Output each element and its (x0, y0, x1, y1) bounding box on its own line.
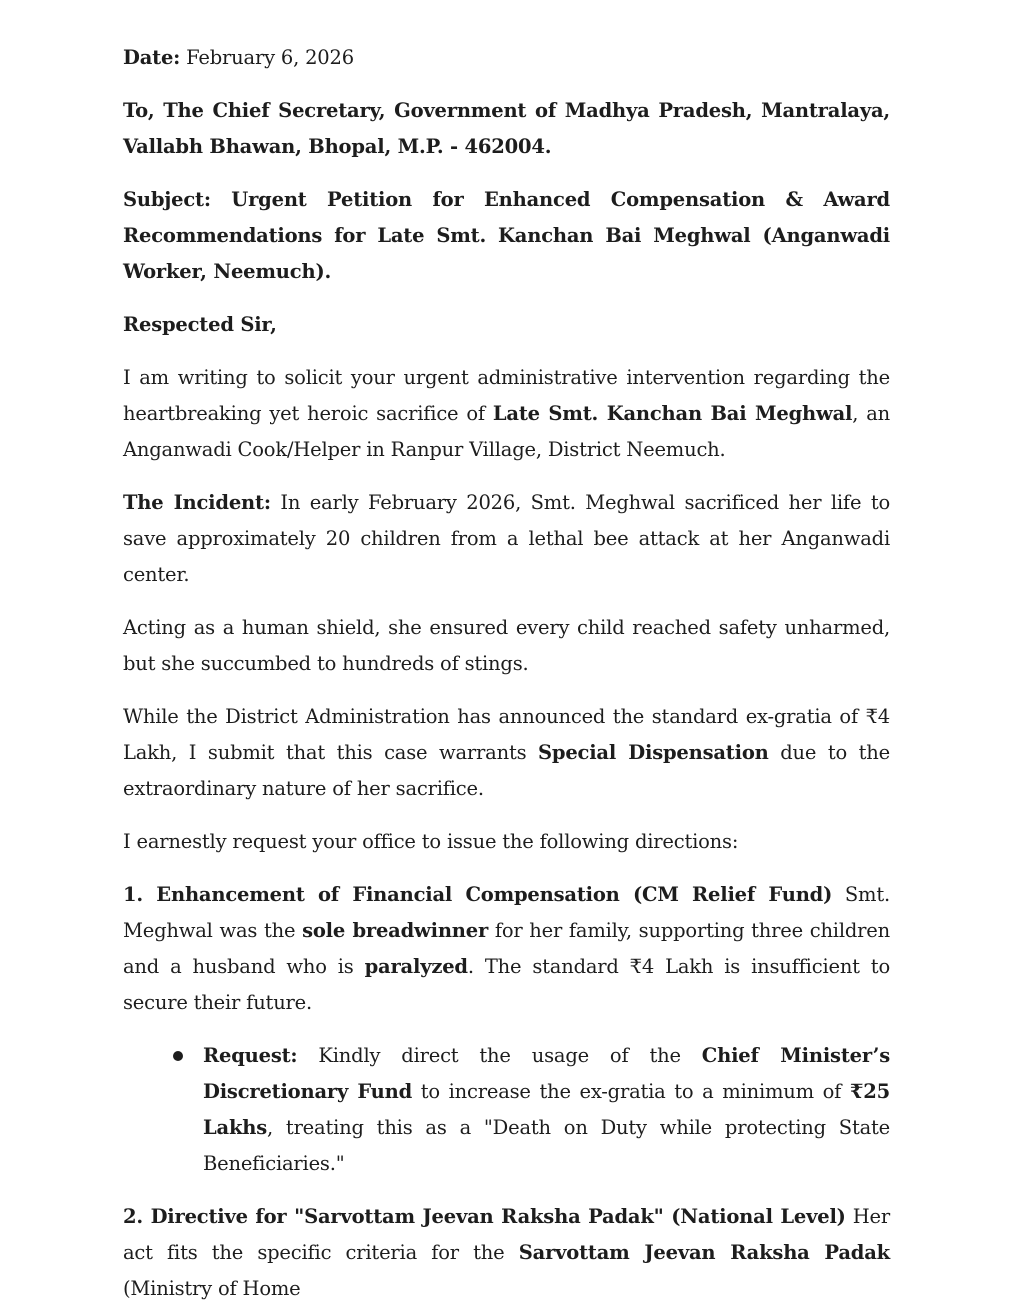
text-run-bold: Sarvottam Jeevan Raksha Padak (518, 1241, 890, 1264)
date-label: Date: (123, 46, 181, 69)
text-run: , treating this as a "Death on Duty while protecting State Beneficiaries." (203, 1116, 890, 1175)
text-run: to increase the ex-gratia to a minimum of (412, 1080, 850, 1103)
paragraph-incident (123, 485, 890, 593)
item-compensation (123, 877, 890, 1021)
text-run-bold: Special Dispensation (538, 741, 769, 764)
bullet-dot-icon (173, 1051, 183, 1061)
text-run: (Ministry of Home (123, 1277, 301, 1300)
item-award (123, 1199, 890, 1307)
request-bullet-list (123, 1038, 890, 1182)
incident-label: The Incident: (123, 491, 271, 514)
text-run-bold: sole breadwinner (302, 919, 489, 942)
paragraph-dispensation (123, 699, 890, 807)
paragraph-intro (123, 360, 890, 468)
text-run-bold: ₹25 Lakhs (203, 1080, 890, 1139)
text-run: . The standard ₹4 Lakh is insufficient to secure their future. (123, 955, 890, 1014)
text-run: Smt. Meghwal was the (123, 883, 890, 942)
date-value: February 6, 2026 (186, 46, 354, 69)
letter-document (123, 40, 890, 1307)
text-run: Her act fits the specific criteria for the (123, 1205, 891, 1264)
list-item (123, 1038, 890, 1182)
request-label: Request: (203, 1044, 298, 1067)
text-run: , an Anganwadi Cook/Helper in Ranpur Village, District Neemuch. (123, 402, 890, 461)
text-run: due to the extraordinary nature of her sacrifice. (123, 741, 890, 800)
item-heading: 2. Directive for "Sarvottam Jeevan Raksha Padak" (National Level) (123, 1205, 846, 1228)
item-heading: 1. Enhancement of Financial Compensation (CM Relief Fund) (123, 883, 833, 906)
paragraph-request-intro: I earnestly request your office to issue the following directions: (123, 830, 739, 853)
text-run: Kindly direct the usage of the (297, 1044, 702, 1067)
letter-recipient: To, The Chief Secretary, Government of Madhya Pradesh, Mantralaya, Vallabh Bhawan, Bhopal, M.P. - 462004. (123, 99, 890, 158)
text-run-bold: Chief Minister’s Discretionary Fund (203, 1044, 890, 1103)
letter-subject: Subject: Urgent Petition for Enhanced Compensation & Award Recommendations for Late Smt. Kanchan Bai Meghwal (Anganwadi Worker, Neemuch). (123, 188, 890, 283)
paragraph-shield: Acting as a human shield, she ensured every child reached safety unharmed, but she succumbed to hundreds of stings. (123, 616, 890, 675)
text-run: I am writing to solicit your urgent administrative intervention regarding the heartbreaking yet heroic sacrifice of (123, 366, 890, 425)
text-run-bold: paralyzed (364, 955, 468, 978)
letter-salutation: Respected Sir, (123, 313, 277, 336)
text-run: In early February 2026, Smt. Meghwal sacrificed her life to save approximately 20 children from a lethal bee attack at her Anganwadi center. (123, 491, 890, 586)
text-run-bold: Late Smt. Kanchan Bai Meghwal (492, 402, 853, 425)
letter-date (123, 40, 890, 76)
text-run: While the District Administration has announced the standard ex-gratia of ₹4 Lakh, I submit that this case warrants (123, 705, 890, 764)
text-run: for her family, supporting three children and a husband who is (123, 919, 890, 978)
